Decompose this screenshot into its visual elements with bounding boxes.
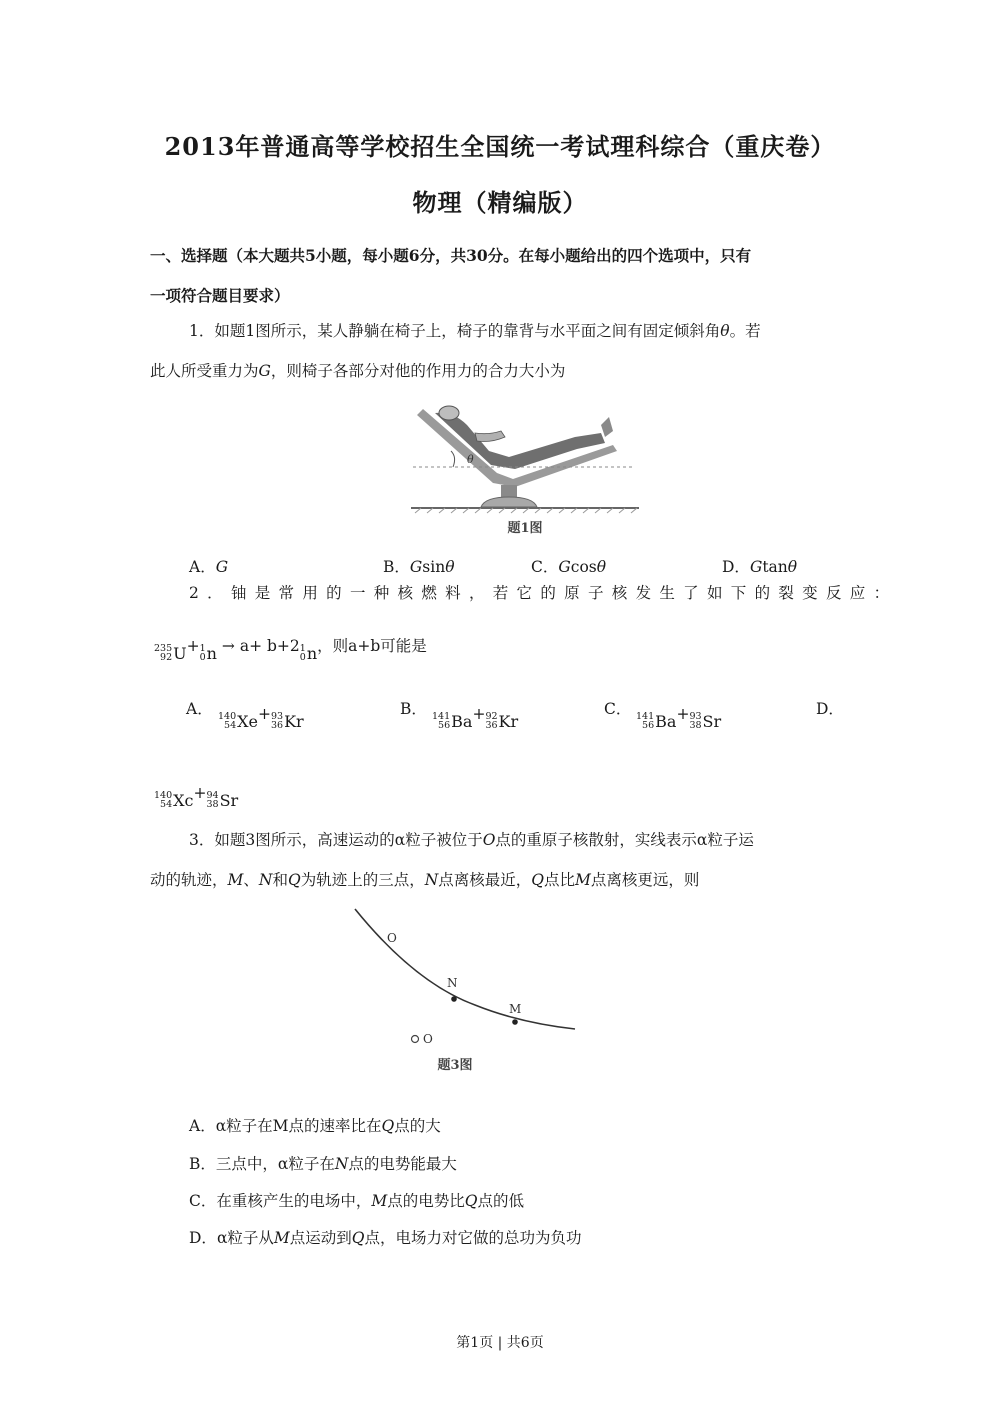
q3-option-d: D．α粒子从M点运动到Q点，电场力对它做的总功为负功 (189, 1229, 582, 1247)
point-n (451, 996, 457, 1002)
chair-person-illustration (411, 406, 639, 513)
q3-stem-line1: 3．如题3图所示，高速运动的α粒子被位于O点的重原子核散射，实线表示α粒子运 (189, 831, 754, 849)
neutron-nuclide: 1 0 n (199, 643, 217, 663)
q2-option-b-letter: B． (400, 700, 427, 718)
q1-text: ，则椅子各部分对他的作用力的合力大小为 (270, 362, 566, 380)
q3-stem-line2: 动的轨迹，M、N和Q为轨迹上的三点，N点离核最近，Q点比M点离核更远，则 (150, 871, 700, 889)
q1-stem-line1 (189, 319, 761, 341)
q3-option-a: A．α粒子在M点的速率比在Q点的大 (189, 1117, 441, 1135)
q2-eq-tail: ，则a+b可能是 (317, 637, 427, 655)
q2-option-c-letter: C． (604, 700, 632, 718)
nucleus-point (412, 1036, 419, 1043)
page-footer: 第1页 | 共6页 (456, 1335, 544, 1351)
uranium-nuclide: 235 92 U (154, 643, 187, 663)
label-m: M (509, 1002, 522, 1016)
q1-text: 此人所受重力为 (150, 362, 259, 380)
q1-option-a: A．G (189, 558, 229, 576)
label-n: N (447, 976, 458, 990)
q1-stem-line2 (150, 359, 565, 381)
trajectory-curve (355, 909, 575, 1029)
q1-g: G (258, 362, 271, 380)
document-title: 2013年普通高等学校招生全国统一考试理科综合（重庆卷） (164, 132, 836, 161)
q2-equation: 235 92 U + 1 0 n → a+ b+2 1 0 n ，则a+b可能是 (154, 637, 427, 663)
point-m (512, 1019, 518, 1025)
q1-option-c: C．Gcosθ (531, 558, 607, 576)
q1-option-d: D．Gtanθ (722, 558, 798, 576)
document-subtitle: 物理（精编版） (412, 188, 588, 217)
q1-text: 1．如题1图所示，某人静躺在椅子上，椅子的靠背与水平面之间有固定倾斜角 (189, 322, 721, 340)
q3-option-b: B．三点中，α粒子在N点的电势能最大 (189, 1155, 457, 1173)
q1-figure-caption: 题1图 (507, 521, 543, 536)
q2-option-c: 141 56 Ba + 93 38 Sr (636, 705, 722, 731)
q3-figure-caption: 题3图 (437, 1058, 473, 1073)
q3-option-c: C．在重核产生的电场中，M点的电势比Q点的低 (189, 1192, 525, 1210)
neutron-nuclide: 1 0 n (299, 643, 318, 663)
q2-option-d-letter: D． (816, 700, 844, 718)
q2-option-d: 140 54 Xc + 94 38 Sr (154, 784, 239, 810)
q2-option-a-letter: A． (186, 700, 213, 718)
q2-stem-line1: 2．铀是常用的一种核燃料，若它的原子核发生了如下的裂变反应： (189, 584, 898, 602)
q1-option-b: B．Gsinθ (383, 558, 455, 576)
q1-figure-theta: θ (467, 453, 474, 466)
q1-theta: θ (720, 322, 730, 340)
q1-figure (405, 395, 645, 540)
section-heading: 一、选择题（本大题共5小题，每小题6分，共30分。在每小题给出的四个选项中，只有 (150, 246, 752, 265)
reaction-arrow: → a+ b+2 (221, 637, 300, 655)
q3-figure (345, 905, 585, 1080)
section-heading-cont: 一项符合题目要求） (150, 286, 290, 305)
q2-option-a: 140 54 Xe + 93 36 Kr (218, 705, 304, 731)
label-q: O (387, 931, 397, 945)
label-o: O (423, 1032, 433, 1046)
q2-option-b: 141 56 Ba + 92 36 Kr (432, 705, 519, 731)
q1-text: 。若 (729, 322, 761, 340)
